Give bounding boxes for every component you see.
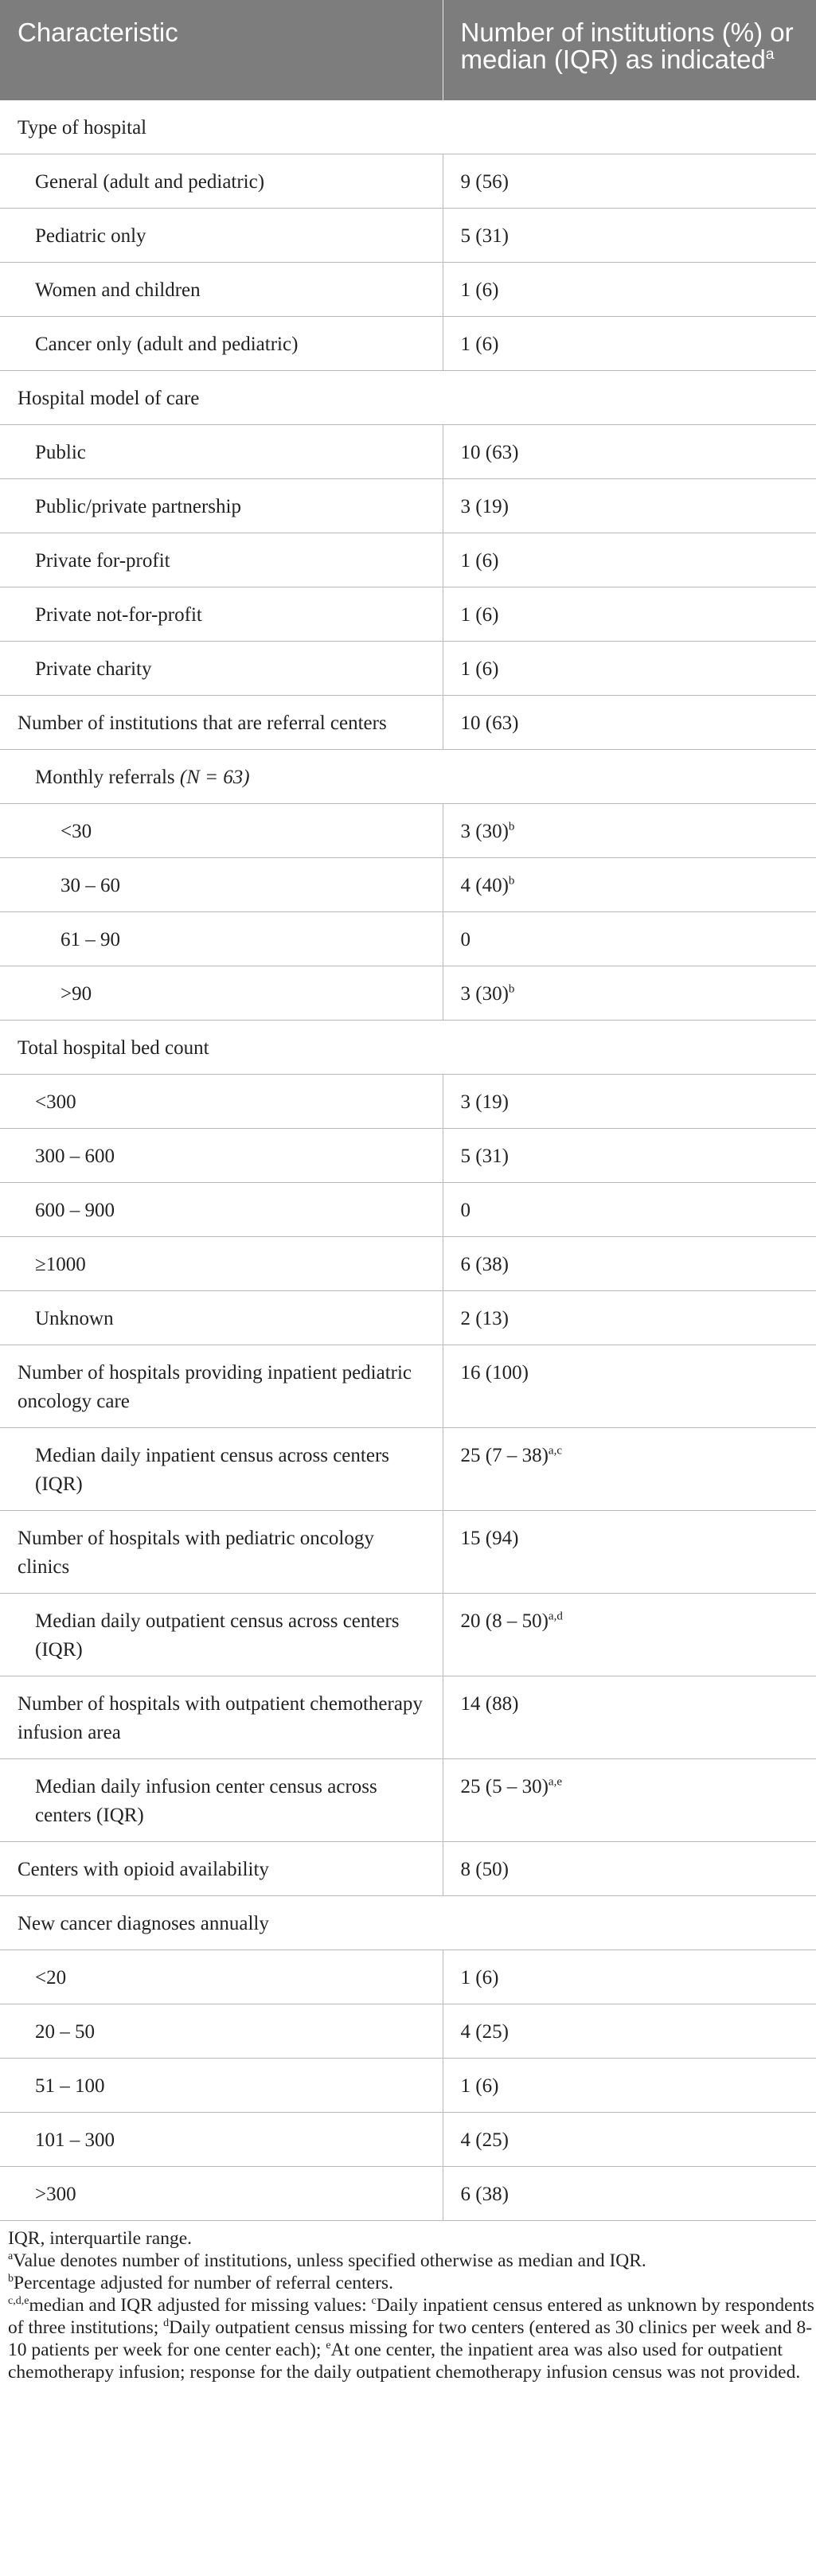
value-cell: [443, 1759, 816, 1842]
table-row: [0, 1345, 816, 1428]
table-row: [0, 858, 816, 912]
characteristic-cell: Women and children: [0, 263, 443, 317]
characteristic-cell: <20: [0, 1950, 443, 2004]
value-cell: [443, 1291, 816, 1345]
value-cell: [443, 804, 816, 858]
characteristic-cell: <300: [0, 1075, 443, 1129]
value-text: 3 (19): [460, 496, 509, 517]
table-section-row: [0, 1021, 816, 1075]
value-text: 10 (63): [460, 712, 519, 734]
footnote-a: [8, 2250, 816, 2272]
characteristic-cell: Public/private partnership: [0, 479, 443, 533]
table-row: [0, 1511, 816, 1594]
value-cell: [443, 1950, 816, 2004]
section-label-text: New cancer diagnoses annually: [18, 1913, 269, 1934]
table-row: [0, 1676, 816, 1759]
table-row: [0, 642, 816, 696]
table-section-row: [0, 1896, 816, 1950]
table-row: [0, 425, 816, 479]
section-label-italic: (N = 63): [179, 767, 250, 788]
value-cell: [443, 2059, 816, 2113]
table-row: [0, 1428, 816, 1511]
value-text: 8 (50): [460, 1859, 509, 1880]
value-text: 9 (56): [460, 171, 509, 193]
value-text: 4 (40): [460, 875, 509, 896]
characteristic-cell: General (adult and pediatric): [0, 154, 443, 209]
footnote-iqr: [8, 2227, 816, 2250]
value-text: 1 (6): [460, 550, 499, 572]
characteristic-cell: Number of hospitals providing inpatient pediatric oncology care: [0, 1345, 443, 1428]
value-text: 1 (6): [460, 658, 499, 680]
value-text: 4 (25): [460, 2021, 509, 2043]
header-characteristic: [0, 0, 443, 100]
table-row: [0, 1759, 816, 1842]
value-cell: [443, 479, 816, 533]
value-text: 15 (94): [460, 1528, 519, 1549]
value-footnote-sup: a,e: [548, 1775, 562, 1789]
value-cell: [443, 912, 816, 966]
characteristic-cell: Public: [0, 425, 443, 479]
value-cell: [443, 1183, 816, 1237]
characteristic-cell: Median daily outpatient census across centers (IQR): [0, 1594, 443, 1676]
table-row: [0, 1291, 816, 1345]
table-row: [0, 804, 816, 858]
value-text: 20 (8 – 50): [460, 1610, 549, 1632]
characteristic-cell: Number of hospitals with pediatric oncology clinics: [0, 1511, 443, 1594]
value-cell: [443, 317, 816, 371]
characteristic-cell: 20 – 50: [0, 2004, 443, 2059]
value-text: 0: [460, 929, 470, 950]
table-row: [0, 154, 816, 209]
footnote-d-text: Daily outpatient census missing for two centers (entered as 30 clinics per week and 8-10 patients per week for one center each);: [8, 2317, 813, 2360]
table-row: [0, 263, 816, 317]
characteristic-cell: 51 – 100: [0, 2059, 443, 2113]
section-label-text: Total hospital bed count: [18, 1037, 209, 1059]
value-text: 10 (63): [460, 442, 519, 463]
characteristic-cell: Unknown: [0, 1291, 443, 1345]
footnote-b-sup: b: [8, 2273, 14, 2285]
footnote-cde: [8, 2294, 816, 2383]
table-row: [0, 2167, 816, 2221]
section-label: [0, 1021, 816, 1075]
value-cell: [443, 696, 816, 750]
table-row: [0, 912, 816, 966]
value-text: 0: [460, 1200, 470, 1221]
value-cell: [443, 966, 816, 1021]
value-text: 2 (13): [460, 1308, 509, 1329]
footnote-a-sup: a: [8, 2250, 14, 2263]
table-footnotes: [0, 2221, 816, 2383]
characteristic-cell: Median daily inpatient census across centers (IQR): [0, 1428, 443, 1511]
footnote-e-text: At one center, the inpatient area was also used for outpatient chemotherapy infusion; response for the daily outpatient chemotherapy infusion census was not provided.: [8, 2340, 801, 2383]
table-row: [0, 479, 816, 533]
section-label-text: Hospital model of care: [18, 388, 200, 409]
characteristic-cell: 101 – 300: [0, 2113, 443, 2167]
table-row: [0, 587, 816, 642]
characteristic-cell: Number of hospitals with outpatient chemotherapy infusion area: [0, 1676, 443, 1759]
footnote-a-text: Value denotes number of institutions, unless specified otherwise as median and IQR.: [13, 2250, 646, 2271]
table-row: [0, 1950, 816, 2004]
value-text: 1 (6): [460, 2075, 499, 2097]
characteristic-cell: Pediatric only: [0, 209, 443, 263]
value-cell: [443, 1345, 816, 1428]
characteristic-cell: Centers with opioid availability: [0, 1842, 443, 1896]
footnote-cde-text-a: median and IQR adjusted for missing values:: [29, 2295, 372, 2316]
characteristic-cell: 30 – 60: [0, 858, 443, 912]
characteristic-cell: 300 – 600: [0, 1129, 443, 1183]
footnote-c-text: Daily inpatient census entered as unknown by respondents of three institutions;: [8, 2295, 814, 2338]
value-footnote-sup: b: [508, 820, 515, 833]
section-label: [0, 371, 816, 425]
value-cell: [443, 209, 816, 263]
header-col1-text: Characteristic: [18, 18, 178, 47]
table-header: [0, 0, 816, 100]
value-text: 1 (6): [460, 279, 499, 301]
characteristic-cell: >300: [0, 2167, 443, 2221]
table-row: [0, 209, 816, 263]
table-row: [0, 317, 816, 371]
table-row: [0, 2059, 816, 2113]
value-text: 16 (100): [460, 1362, 529, 1384]
characteristic-cell: Cancer only (adult and pediatric): [0, 317, 443, 371]
section-label: [0, 1896, 816, 1950]
value-text: 6 (38): [460, 2184, 509, 2205]
footnote-iqr-text: IQR, interquartile range.: [8, 2228, 192, 2249]
characteristic-cell: Private for-profit: [0, 533, 443, 587]
section-label-text: Type of hospital: [18, 117, 147, 139]
table-row: [0, 966, 816, 1021]
value-text: 3 (19): [460, 1091, 509, 1113]
table-row: [0, 2113, 816, 2167]
table-row: [0, 533, 816, 587]
header-col2-sup: a: [765, 46, 775, 63]
value-cell: [443, 2113, 816, 2167]
footnote-b-text: Percentage adjusted for number of referral centers.: [14, 2273, 393, 2293]
value-cell: [443, 1511, 816, 1594]
characteristic-cell: Private not-for-profit: [0, 587, 443, 642]
characteristic-cell: <30: [0, 804, 443, 858]
value-cell: [443, 642, 816, 696]
table-row: [0, 1129, 816, 1183]
value-text: 14 (88): [460, 1693, 519, 1715]
footnote-b: [8, 2272, 816, 2294]
header-row: [0, 0, 816, 100]
value-text: 1 (6): [460, 334, 499, 355]
value-cell: [443, 1676, 816, 1759]
table-section-row: [0, 750, 816, 804]
table-row: [0, 1594, 816, 1676]
value-cell: [443, 425, 816, 479]
value-text: 3 (30): [460, 983, 509, 1005]
header-value: [443, 0, 816, 100]
value-text: 1 (6): [460, 604, 499, 626]
table-row: [0, 696, 816, 750]
value-cell: [443, 1428, 816, 1511]
value-cell: [443, 154, 816, 209]
value-text: 5 (31): [460, 1146, 509, 1167]
table-body: [0, 100, 816, 2221]
section-label-text: Monthly referrals: [35, 767, 180, 788]
table-section-row: [0, 100, 816, 154]
value-cell: [443, 1237, 816, 1291]
characteristic-cell: >90: [0, 966, 443, 1021]
value-cell: [443, 587, 816, 642]
value-text: 4 (25): [460, 2129, 509, 2151]
value-cell: [443, 2004, 816, 2059]
value-footnote-sup: a,d: [548, 1610, 563, 1623]
value-text: 5 (31): [460, 225, 509, 247]
footnote-c-sup: c: [371, 2295, 377, 2308]
characteristic-cell: Number of institutions that are referral centers: [0, 696, 443, 750]
value-cell: [443, 1594, 816, 1676]
value-text: 25 (7 – 38): [460, 1445, 549, 1466]
section-label: [0, 100, 816, 154]
value-cell: [443, 533, 816, 587]
value-text: 3 (30): [460, 821, 509, 842]
value-footnote-sup: a,c: [548, 1444, 562, 1458]
value-footnote-sup: b: [508, 874, 515, 888]
table-row: [0, 1075, 816, 1129]
value-text: 25 (5 – 30): [460, 1776, 549, 1797]
table-row: [0, 1237, 816, 1291]
value-cell: [443, 1842, 816, 1896]
characteristic-cell: Median daily infusion center census across centers (IQR): [0, 1759, 443, 1842]
value-footnote-sup: b: [508, 982, 515, 996]
characteristic-cell: ≥1000: [0, 1237, 443, 1291]
value-cell: [443, 858, 816, 912]
table-row: [0, 2004, 816, 2059]
footnote-d-sup: d: [163, 2317, 170, 2330]
value-cell: [443, 1129, 816, 1183]
footnote-e-sup: e: [326, 2340, 331, 2352]
table-row: [0, 1183, 816, 1237]
value-cell: [443, 263, 816, 317]
characteristic-cell: Private charity: [0, 642, 443, 696]
table-section-row: [0, 371, 816, 425]
characteristic-cell: 600 – 900: [0, 1183, 443, 1237]
table-row: [0, 1842, 816, 1896]
value-text: 6 (38): [460, 1254, 509, 1275]
value-cell: [443, 1075, 816, 1129]
footnote-cde-sup: c,d,e: [8, 2295, 29, 2308]
value-text: 1 (6): [460, 1967, 499, 1989]
characteristic-cell: 61 – 90: [0, 912, 443, 966]
value-cell: [443, 2167, 816, 2221]
header-col2-text: Number of institutions (%) or median (IQR) as indicated: [460, 18, 794, 74]
section-label: [0, 750, 816, 804]
